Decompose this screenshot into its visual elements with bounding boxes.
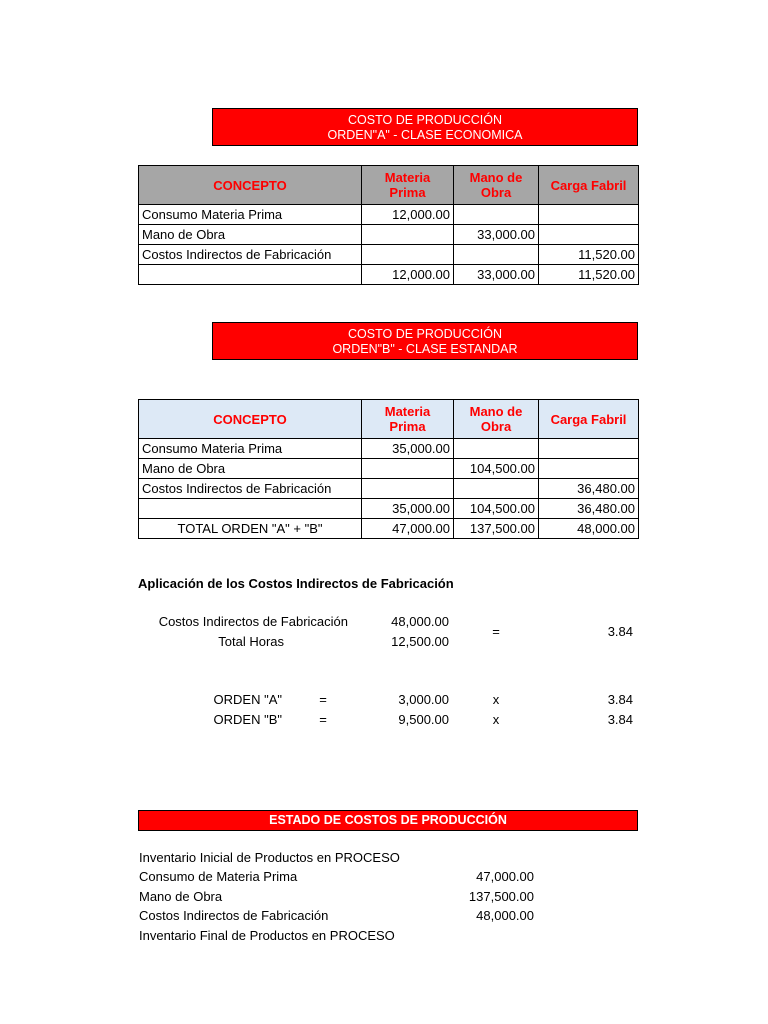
cell-mano-de-obra: 33,000.00 bbox=[454, 225, 539, 245]
orden-a-banner bbox=[212, 108, 638, 146]
equals-sign: = bbox=[492, 624, 500, 639]
denominator-value: 12,500.00 bbox=[391, 634, 449, 649]
cell-mano-de-obra: 104,500.00 bbox=[454, 459, 539, 479]
orden-b-banner bbox=[212, 322, 638, 360]
cell-mano-de-obra bbox=[454, 479, 539, 499]
orden-a-multiply: x bbox=[492, 692, 500, 707]
estado-line-label: Mano de Obra bbox=[139, 889, 223, 904]
orden-b-multiply: x bbox=[492, 712, 500, 727]
header-materia-prima: Materia Prima bbox=[362, 400, 454, 439]
orden-b-banner-subtitle: ORDEN"B" - CLASE ESTANDAR bbox=[332, 342, 518, 356]
header-concepto: CONCEPTO bbox=[139, 400, 362, 439]
table-row bbox=[139, 225, 639, 245]
rate-value: 3.84 bbox=[607, 624, 633, 639]
cell-carga-fabril: 36,480.00 bbox=[539, 499, 639, 519]
total-carga-fabril: 48,000.00 bbox=[539, 519, 639, 539]
orden-a-table bbox=[138, 165, 639, 285]
denominator-label: Total Horas bbox=[218, 634, 284, 649]
cell-concepto: Costos Indirectos de Fabricación bbox=[139, 479, 362, 499]
header-materia-prima: Materia Prima bbox=[362, 166, 454, 205]
cell-materia-prima: 12,000.00 bbox=[362, 205, 454, 225]
subtotal-row bbox=[139, 265, 639, 285]
cell-carga-fabril: 11,520.00 bbox=[539, 265, 639, 285]
total-row bbox=[139, 519, 639, 539]
cell-concepto bbox=[139, 265, 362, 285]
orden-a-rate: 3.84 bbox=[607, 692, 633, 707]
estado-banner-title: ESTADO DE COSTOS DE PRODUCCIÓN bbox=[269, 813, 507, 827]
cell-materia-prima bbox=[362, 225, 454, 245]
cell-carga-fabril bbox=[539, 225, 639, 245]
estado-line-label: Consumo de Materia Prima bbox=[139, 869, 298, 884]
cell-concepto: Mano de Obra bbox=[139, 459, 362, 479]
numerator-value: 48,000.00 bbox=[391, 614, 449, 629]
orden-a-label: ORDEN "A" bbox=[213, 692, 282, 707]
estado-line-value: 47,000.00 bbox=[476, 869, 534, 884]
cell-mano-de-obra: 104,500.00 bbox=[454, 499, 539, 519]
orden-b-equals: = bbox=[319, 712, 327, 727]
cell-carga-fabril bbox=[539, 439, 639, 459]
cell-materia-prima bbox=[362, 459, 454, 479]
subtotal-row bbox=[139, 499, 639, 519]
table-row bbox=[139, 459, 639, 479]
cell-carga-fabril bbox=[539, 459, 639, 479]
cell-materia-prima bbox=[362, 245, 454, 265]
cell-materia-prima bbox=[362, 479, 454, 499]
estado-line-label: Inventario Inicial de Productos en PROCESO bbox=[139, 850, 400, 865]
orden-b-label: ORDEN "B" bbox=[213, 712, 282, 727]
orden-a-hours: 3,000.00 bbox=[398, 692, 449, 707]
table-row bbox=[139, 439, 639, 459]
orden-b-header-row bbox=[139, 400, 639, 439]
header-carga-fabril: Carga Fabril bbox=[539, 400, 639, 439]
cell-concepto: Costos Indirectos de Fabricación bbox=[139, 245, 362, 265]
header-mano-de-obra: Mano de Obra bbox=[454, 166, 539, 205]
cell-mano-de-obra bbox=[454, 245, 539, 265]
orden-a-banner-subtitle: ORDEN"A" - CLASE ECONOMICA bbox=[327, 128, 523, 142]
estado-line-value: 137,500.00 bbox=[468, 889, 534, 904]
cell-carga-fabril: 36,480.00 bbox=[539, 479, 639, 499]
cell-mano-de-obra bbox=[454, 205, 539, 225]
cell-carga-fabril bbox=[539, 205, 639, 225]
estado-line-value: 48,000.00 bbox=[476, 908, 534, 923]
cell-concepto: Consumo Materia Prima bbox=[139, 439, 362, 459]
cell-materia-prima: 35,000.00 bbox=[362, 439, 454, 459]
orden-a-header-row bbox=[139, 166, 639, 205]
header-carga-fabril: Carga Fabril bbox=[539, 166, 639, 205]
cell-mano-de-obra: 33,000.00 bbox=[454, 265, 539, 285]
header-mano-de-obra: Mano de Obra bbox=[454, 400, 539, 439]
numerator-label: Costos Indirectos de Fabricación bbox=[158, 614, 348, 629]
cell-concepto bbox=[139, 499, 362, 519]
cell-carga-fabril: 11,520.00 bbox=[539, 245, 639, 265]
estado-line-label: Costos Indirectos de Fabricación bbox=[139, 908, 329, 923]
table-row bbox=[139, 245, 639, 265]
orden-b-banner-title: COSTO DE PRODUCCIÓN bbox=[348, 327, 502, 341]
orden-a-equals: = bbox=[319, 692, 327, 707]
header-concepto: CONCEPTO bbox=[139, 166, 362, 205]
aplicacion-title: Aplicación de los Costos Indirectos de Fabricación bbox=[138, 576, 454, 591]
orden-b-table bbox=[138, 399, 639, 539]
estado-line-label: Inventario Final de Productos en PROCESO bbox=[139, 928, 395, 943]
cell-concepto: Mano de Obra bbox=[139, 225, 362, 245]
total-label: TOTAL ORDEN "A" + "B" bbox=[139, 519, 362, 539]
orden-b-hours: 9,500.00 bbox=[398, 712, 449, 727]
cell-materia-prima: 12,000.00 bbox=[362, 265, 454, 285]
table-row bbox=[139, 205, 639, 225]
total-mano-de-obra: 137,500.00 bbox=[454, 519, 539, 539]
cell-materia-prima: 35,000.00 bbox=[362, 499, 454, 519]
estado-banner bbox=[138, 810, 638, 831]
cell-concepto: Consumo Materia Prima bbox=[139, 205, 362, 225]
table-row bbox=[139, 479, 639, 499]
orden-a-banner-title: COSTO DE PRODUCCIÓN bbox=[348, 113, 502, 127]
cell-mano-de-obra bbox=[454, 439, 539, 459]
total-materia-prima: 47,000.00 bbox=[362, 519, 454, 539]
orden-b-rate: 3.84 bbox=[607, 712, 633, 727]
